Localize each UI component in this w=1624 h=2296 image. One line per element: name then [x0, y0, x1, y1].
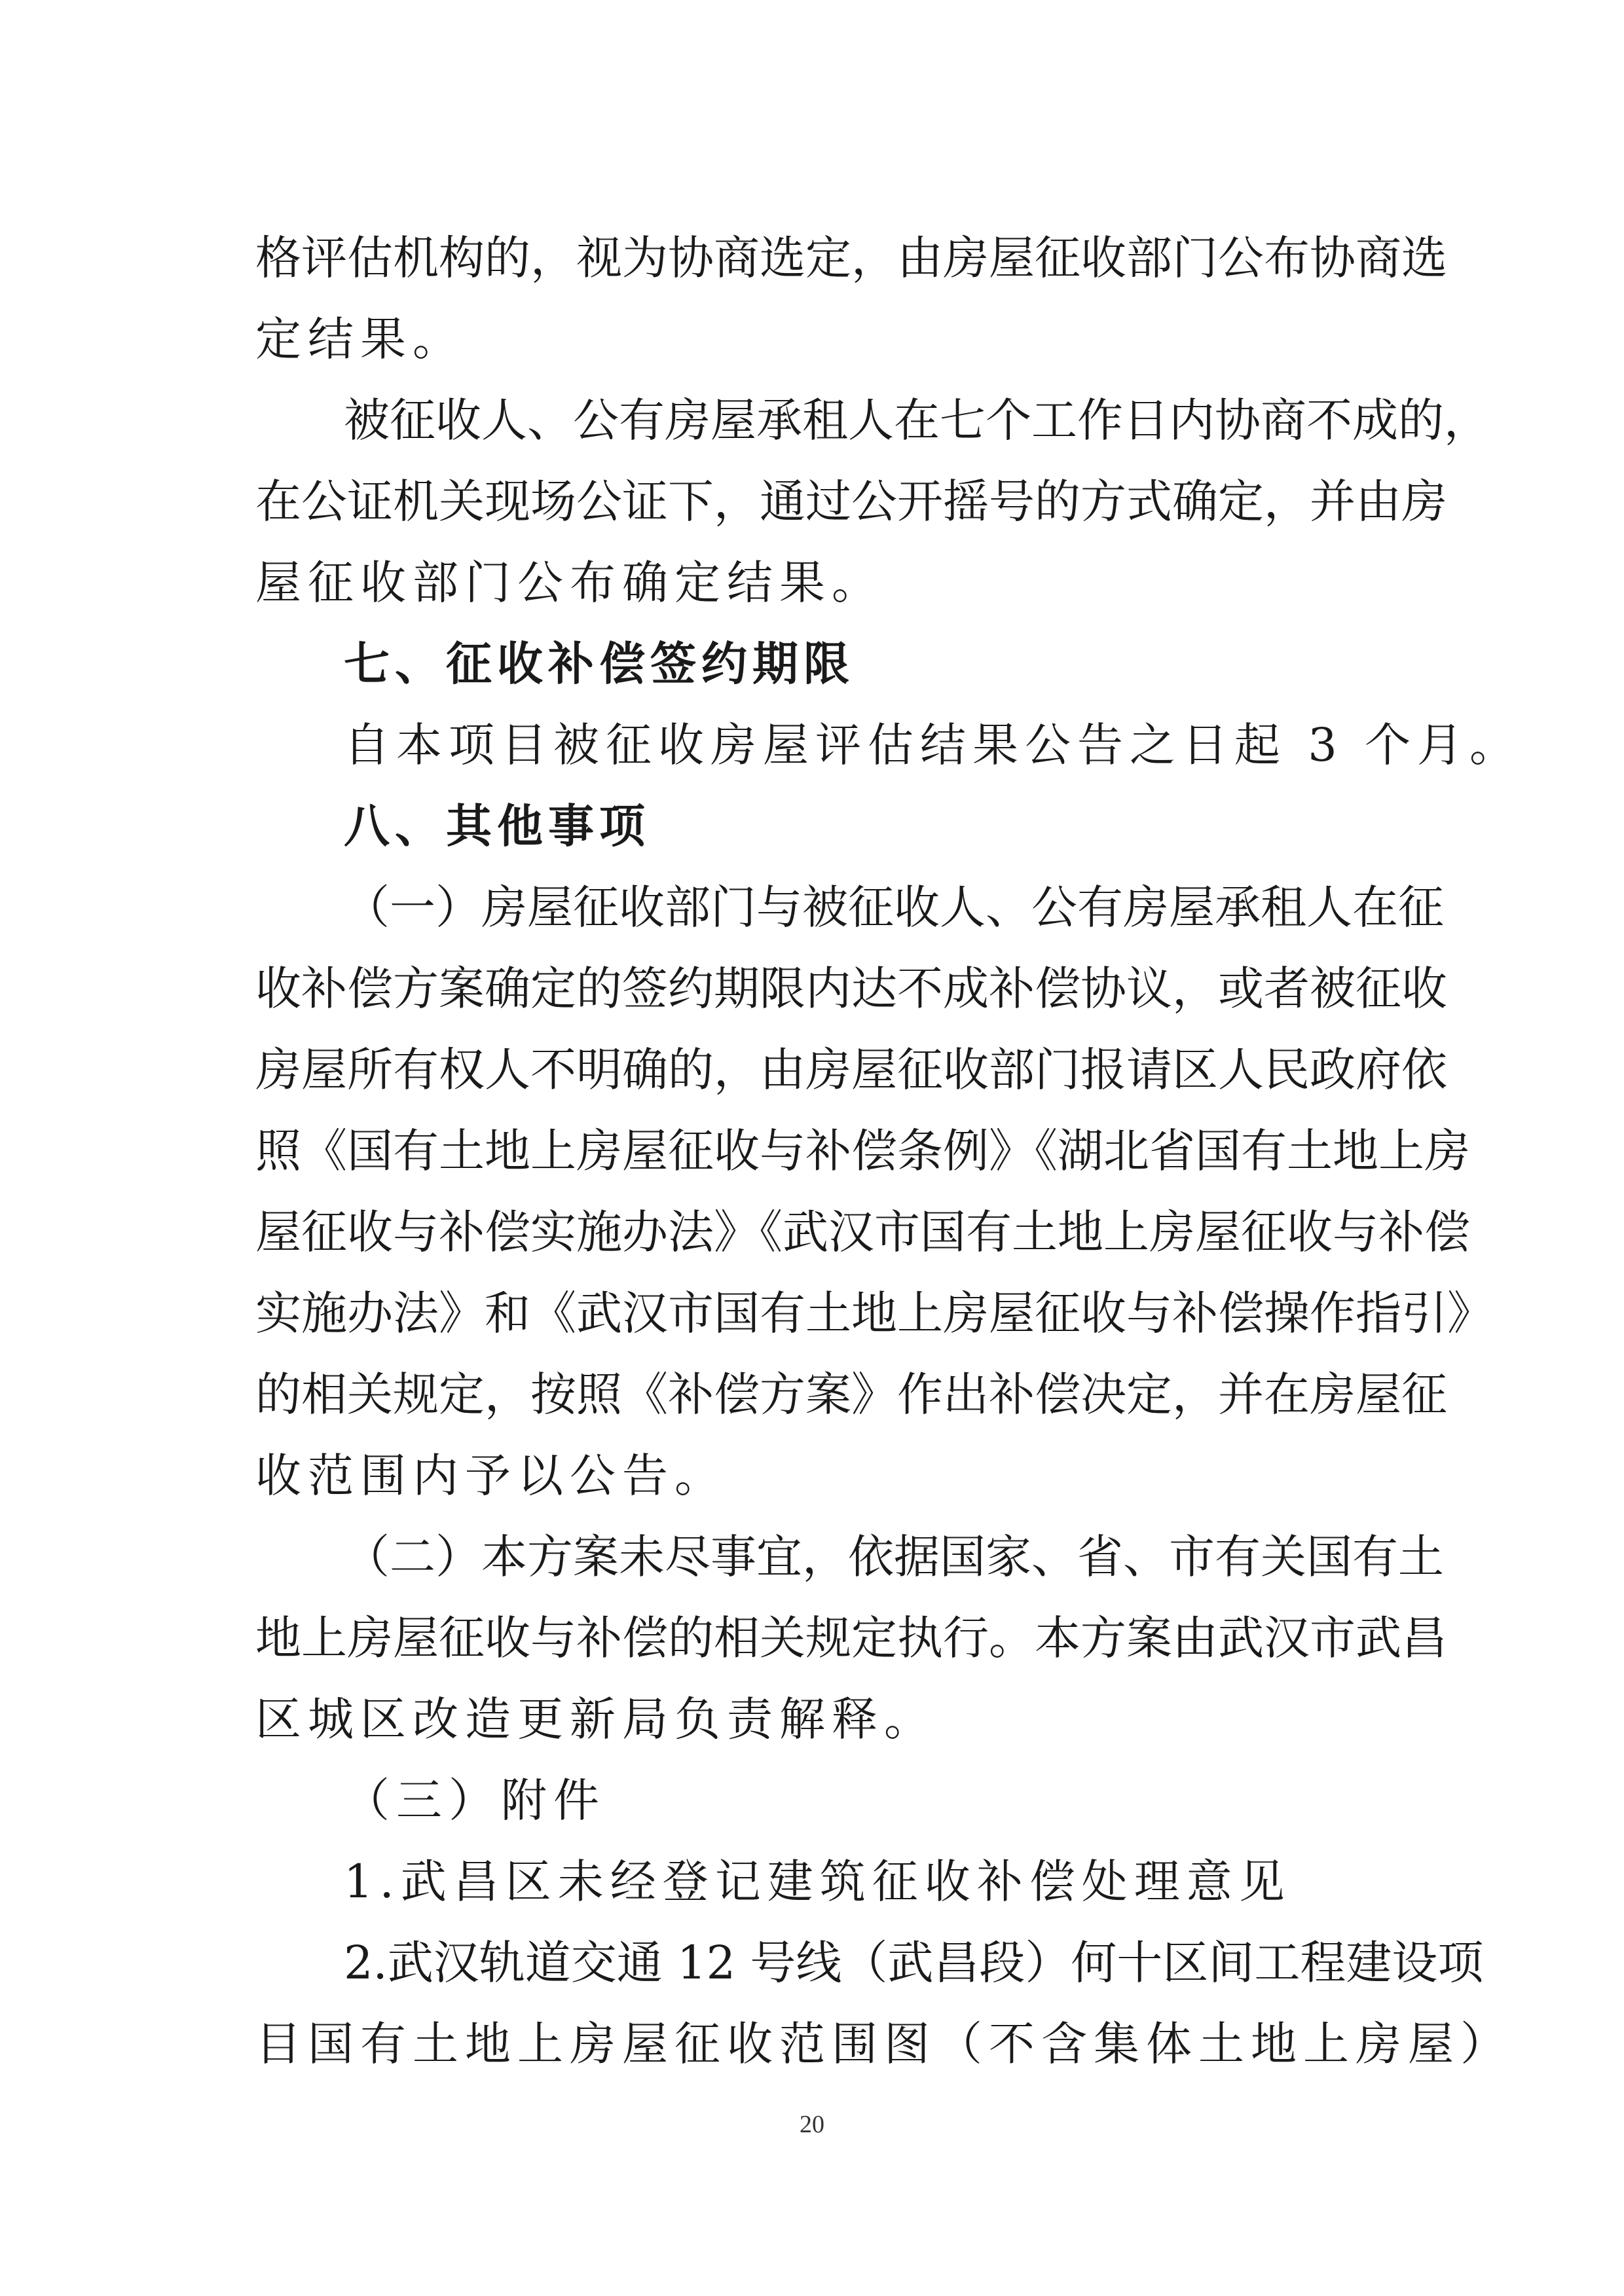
paragraph-line: 房屋所有权人不明确的，由房屋征收部门报请区人民政府依: [255, 1043, 1447, 1097]
paragraph-line: 自本项目被征收房屋评估结果公告之日起 3 个月。: [344, 718, 1522, 772]
attachment-item: 1.武昌区未经登记建筑征收补偿处理意见: [344, 1855, 1291, 1908]
page-number: 20: [800, 2111, 824, 2138]
section-heading-other-matters: 八、其他事项: [344, 799, 650, 853]
paragraph-line: 在公证机关现场公证下，通过公开摇号的方式确定，并由房: [255, 475, 1447, 528]
paragraph-line: 屋征收部门公布确定结果。: [255, 556, 884, 610]
paragraph-line: 实施办法》和《武汉市国有土地上房屋征收与补偿操作指引》: [255, 1286, 1493, 1340]
paragraph-line: 屋征收与补偿实施办法》《武汉市国有土地上房屋征收与补偿: [255, 1205, 1470, 1259]
paragraph-line: （一）房屋征收部门与被征收人、公有房屋承租人在征: [344, 881, 1444, 934]
paragraph-line: （三）附件: [344, 1774, 606, 1827]
attachment-item: 2.武汉轨道交通 12 号线（武昌段）何十区间工程建设项: [344, 1936, 1484, 1990]
paragraph-line: 照《国有土地上房屋征收与补偿条例》《湖北省国有土地上房: [255, 1124, 1470, 1178]
paragraph-line: （二）本方案未尽事宜，依据国家、省、市有关国有土: [344, 1530, 1444, 1584]
paragraph-line: 地上房屋征收与补偿的相关规定执行。本方案由武汉市武昌: [255, 1611, 1447, 1665]
paragraph-line: 定结果。: [255, 312, 465, 366]
paragraph-line: 被征收人、公有房屋承租人在七个工作日内协商不成的，: [344, 393, 1490, 447]
paragraph-line: 收范围内予以公告。: [255, 1449, 727, 1503]
paragraph-line: 格评估机构的，视为协商选定，由房屋征收部门公布协商选: [255, 231, 1447, 285]
paragraph-line: 区城区改造更新局负责解释。: [255, 1692, 936, 1746]
paragraph-line: 收补偿方案确定的签约期限内达不成补偿协议，或者被征收: [255, 962, 1447, 1015]
paragraph-line: 的相关规定，按照《补偿方案》作出补偿决定，并在房屋征: [255, 1368, 1447, 1421]
section-heading-signing-period: 七、征收补偿签约期限: [344, 637, 855, 691]
attachment-item-continued: 目国有土地上房屋征收范围图（不含集体土地上房屋）: [255, 2017, 1513, 2071]
